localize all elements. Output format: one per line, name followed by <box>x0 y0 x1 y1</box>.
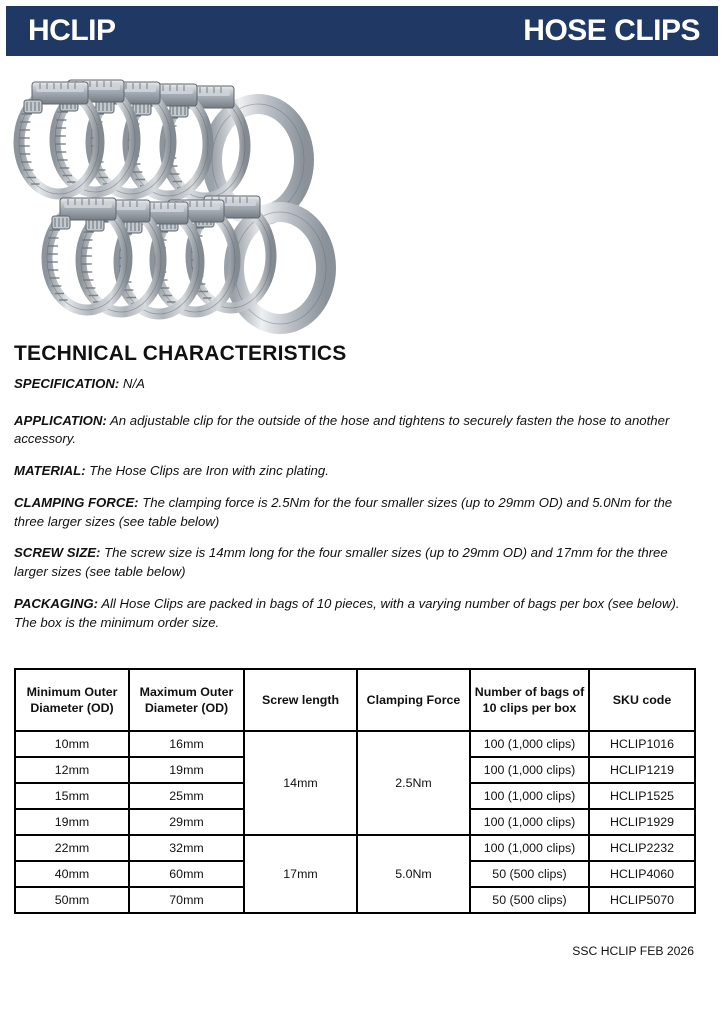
cell-min-od: 50mm <box>15 887 129 913</box>
cell-max-od: 25mm <box>129 783 244 809</box>
cell-max-od: 19mm <box>129 757 244 783</box>
cell-bags: 100 (1,000 clips) <box>470 809 589 835</box>
text-clamping-force: The clamping force is 2.5Nm for the four smaller sizes (up to 29mm OD) and 5.0Nm for the three larger sizes (see table below) <box>14 494 673 529</box>
text-material: The Hose Clips are Iron with zinc plating. <box>85 463 329 479</box>
brand-title: HCLIP <box>28 14 116 47</box>
paragraph-screw-size <box>14 544 696 581</box>
cell-max-od: 70mm <box>129 887 244 913</box>
cell-min-od: 15mm <box>15 783 129 809</box>
hose-clips-photo <box>10 72 350 334</box>
paragraph-application <box>14 412 696 449</box>
cell-max-od: 29mm <box>129 809 244 835</box>
page-title: TECHNICAL CHARACTERISTICS <box>14 342 347 365</box>
label-specification: SPECIFICATION: <box>14 376 120 391</box>
column-header-max-od: Maximum Outer Diameter (OD) <box>129 669 244 731</box>
cell-screw-length-large: 17mm <box>244 835 357 913</box>
cell-max-od: 60mm <box>129 861 244 887</box>
product-title: HOSE CLIPS <box>523 14 700 47</box>
column-header-sku-code: SKU code <box>589 669 695 731</box>
cell-min-od: 10mm <box>15 731 129 757</box>
cell-bags: 50 (500 clips) <box>470 887 589 913</box>
cell-min-od: 19mm <box>15 809 129 835</box>
label-screw-size: SCREW SIZE: <box>14 545 101 561</box>
paragraph-material <box>14 462 696 481</box>
specification-table <box>14 668 696 914</box>
cell-bags: 100 (1,000 clips) <box>470 783 589 809</box>
cell-sku: HCLIP1219 <box>589 757 695 783</box>
cell-sku: HCLIP2232 <box>589 835 695 861</box>
technical-characteristics-section <box>14 342 696 638</box>
cell-max-od: 32mm <box>129 835 244 861</box>
cell-clamping-force-large: 5.0Nm <box>357 835 470 913</box>
text-specification: N/A <box>119 376 145 391</box>
table-header-row <box>15 669 695 731</box>
cell-bags: 100 (1,000 clips) <box>470 835 589 861</box>
cell-min-od: 40mm <box>15 861 129 887</box>
cell-sku: HCLIP5070 <box>589 887 695 913</box>
cell-sku: HCLIP1016 <box>589 731 695 757</box>
paragraph-packaging <box>14 595 696 632</box>
column-header-min-od: Minimum Outer Diameter (OD) <box>15 669 129 731</box>
cell-max-od: 16mm <box>129 731 244 757</box>
cell-screw-length-small: 14mm <box>244 731 357 835</box>
cell-bags: 100 (1,000 clips) <box>470 731 589 757</box>
column-header-number-of-bags: Number of bags of 10 clips per box <box>470 669 589 731</box>
text-application: An adjustable clip for the outside of the hose and tightens to securely fasten the hose to another accessory. <box>14 412 670 447</box>
cell-sku: HCLIP1929 <box>589 809 695 835</box>
text-screw-size: The screw size is 14mm long for the four smaller sizes (up to 29mm OD) and 17mm for the three larger sizes (see table below) <box>14 545 668 580</box>
label-application: APPLICATION: <box>14 412 107 428</box>
label-packaging: PACKAGING: <box>14 595 99 611</box>
cell-bags: 50 (500 clips) <box>470 861 589 887</box>
document-reference-footer: SSC HCLIP FEB 2026 <box>572 944 694 958</box>
cell-clamping-force-small: 2.5Nm <box>357 731 470 835</box>
text-packaging: All Hose Clips are packed in bags of 10 pieces, with a varying number of bags per box (see below). The box is the minimum order size. <box>14 595 680 630</box>
label-clamping-force: CLAMPING FORCE: <box>14 494 139 510</box>
specification-table-container <box>14 668 694 914</box>
table-row <box>15 835 695 861</box>
column-header-screw-length: Screw length <box>244 669 357 731</box>
header-banner <box>6 6 718 56</box>
cell-sku: HCLIP1525 <box>589 783 695 809</box>
cell-sku: HCLIP4060 <box>589 861 695 887</box>
cell-min-od: 12mm <box>15 757 129 783</box>
table-row <box>15 731 695 757</box>
paragraph-clamping-force <box>14 494 696 531</box>
cell-bags: 100 (1,000 clips) <box>470 757 589 783</box>
paragraph-specification <box>14 375 696 394</box>
label-material: MATERIAL: <box>14 463 86 479</box>
column-header-clamping-force: Clamping Force <box>357 669 470 731</box>
cell-min-od: 22mm <box>15 835 129 861</box>
